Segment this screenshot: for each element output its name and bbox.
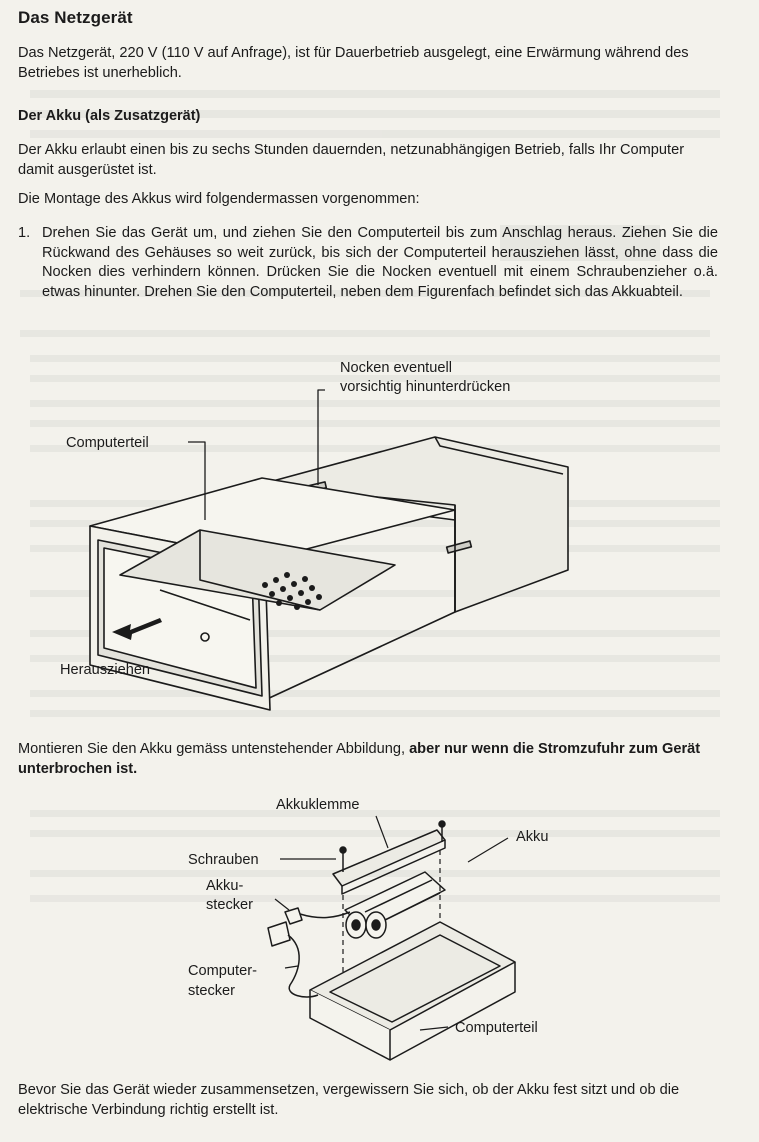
paragraph-montieren [18, 740, 718, 779]
step-item [18, 224, 718, 302]
paragraph-akku: Der Akku erlaubt einen bis zu sechs Stunden dauernden, netzunabhängigen Betrieb, falls Ihr Computer damit ausgerüstet ist. [18, 142, 685, 178]
paragraph-netzgeraet: Das Netzgerät, 220 V (110 V auf Anfrage), ist für Dauerbetrieb ausgelegt, eine Erwärmung während des Betriebes ist unerheblich. [18, 45, 689, 81]
figure-computer-drawer [0, 355, 759, 735]
paragraph-montage: Die Montage des Akkus wird folgendermassen vorgenommen: [18, 191, 420, 207]
label-akkustecker-line1: Akku- [206, 878, 244, 894]
step-list [18, 224, 718, 302]
label-schrauben: Schrauben [188, 852, 259, 868]
label-nocken-line2: vorsichtig hinunterdrücken [340, 379, 511, 395]
heading-akku: Der Akku (als Zusatzgerät) [18, 108, 201, 124]
label-akkustecker-line2: stecker [206, 897, 254, 913]
label-computerstecker-line2: stecker [188, 983, 236, 999]
label-akku: Akku [516, 829, 549, 845]
label-computerteil-2: Computerteil [455, 1020, 538, 1036]
label-akkuklemme: Akkuklemme [276, 797, 360, 813]
label-herausziehen: Herausziehen [60, 662, 151, 678]
label-computerstecker-line1: Computer- [188, 963, 257, 979]
drawer-illustration [90, 390, 568, 710]
paragraph-final: Bevor Sie das Gerät wieder zusammensetzen, vergewissern Sie sich, ob der Akku fest sitzt und ob die elektrische Verbindung richtig erstellt ist. [18, 1082, 680, 1118]
label-computerteil: Computerteil [66, 435, 149, 451]
montieren-warning: aber nur wenn die Stromzufuhr zum Gerät unterbrochen ist. [18, 741, 701, 777]
heading-netzgeraet: Das Netzgerät [18, 8, 133, 27]
montieren-text: Montieren Sie den Akku gemäss untenstehender Abbildung, [18, 741, 410, 757]
figure-battery-assembly [0, 785, 759, 1075]
step-number: 1. [18, 225, 31, 241]
step-text: Drehen Sie das Gerät um, und ziehen Sie den Computerteil bis zum Anschlag heraus. Ziehen Sie die Rückwand des Gehäuses so weit zurück, bis sich der Computerteil herausziehen lässt, ohne dass die Nocken dies verhindern können. Drücken Sie die Nocken eventuell mit einem Schraubenzieher o.ä. etwas hinunter. Drehen Sie den Computerteil, neben dem Figurenfach befindet sich das Akkuabteil. [42, 225, 718, 300]
label-nocken-line1: Nocken eventuell [340, 360, 452, 376]
